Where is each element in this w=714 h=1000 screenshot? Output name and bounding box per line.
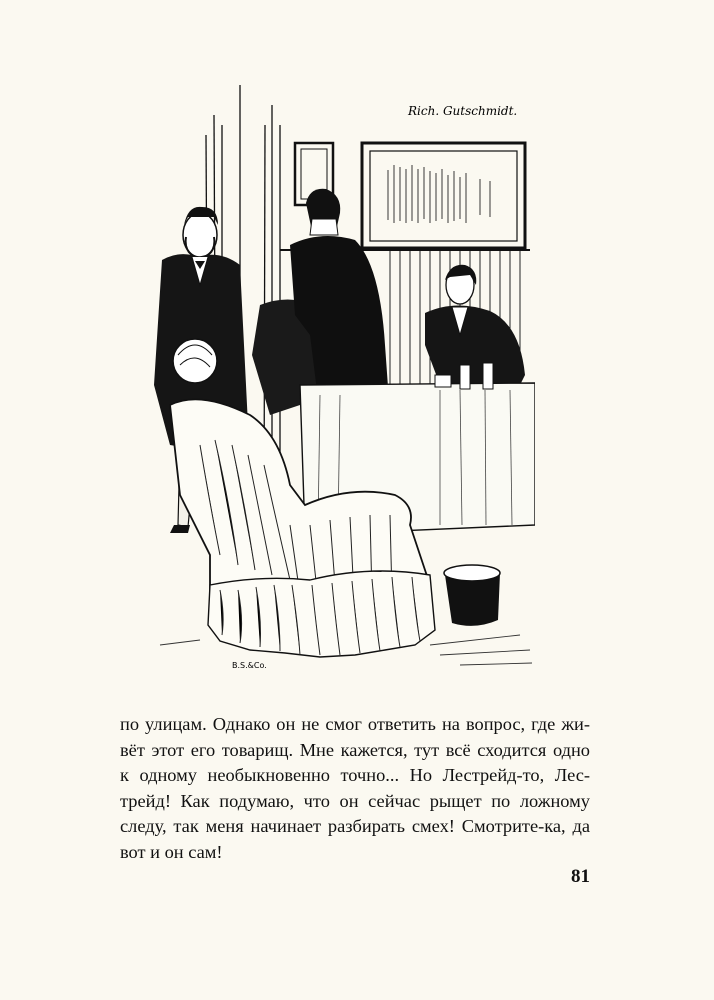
text-line: по улицам. Однако он не смог ответить на вопрос, где жи- xyxy=(120,714,590,734)
text-line: вот и он сам! xyxy=(120,841,223,862)
artist-signature: Rich. Gutschmidt. xyxy=(408,104,518,118)
text-line: трейд! Как подумаю, что он сейчас рыщет по ложному xyxy=(120,790,590,811)
illustration-drawing xyxy=(140,85,535,675)
illustration xyxy=(140,85,535,675)
top-hat xyxy=(444,565,500,626)
text-line: к одному необыкновенно точно... Но Лестрейд-то, Лес- xyxy=(120,765,590,786)
text-line: следу, так меня начинает разбирать смех! Смотрите-ка, да xyxy=(120,816,590,837)
page-number: 81 xyxy=(571,866,590,887)
publisher-mark: B.S.&Co. xyxy=(232,661,267,670)
body-text xyxy=(120,712,590,866)
text-line: вёт этот его товарищ. Мне кажется, тут всё сходится одно xyxy=(120,739,590,760)
